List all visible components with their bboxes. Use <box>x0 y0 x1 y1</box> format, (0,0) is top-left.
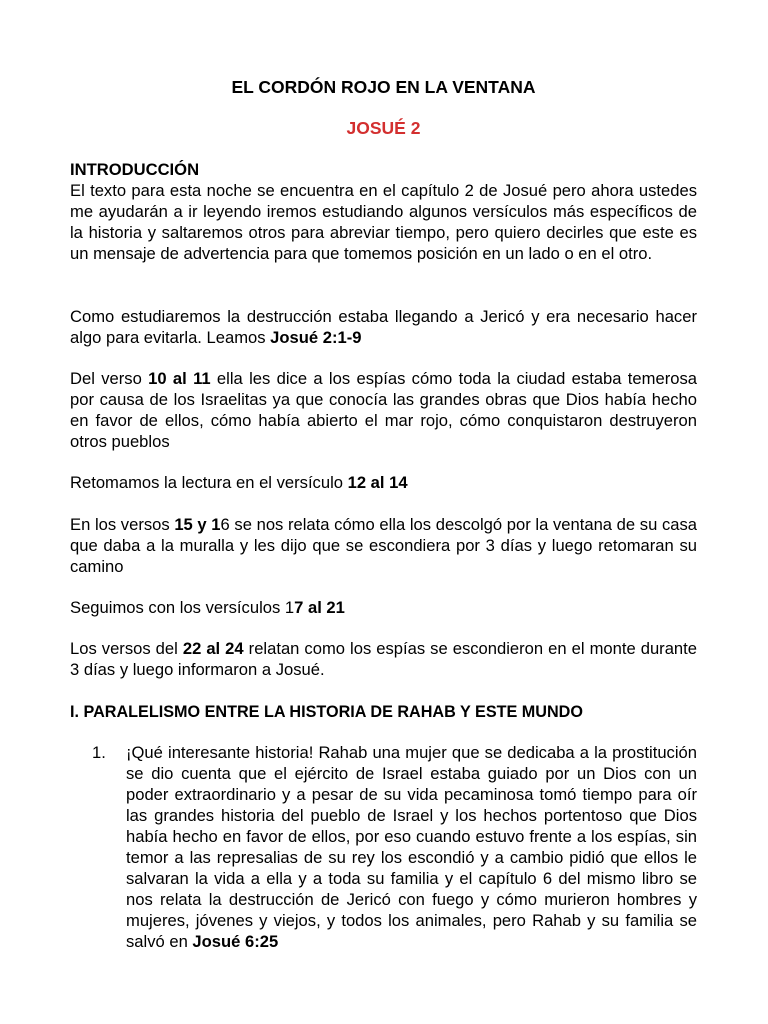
document-title: EL CORDÓN ROJO EN LA VENTANA <box>231 77 536 97</box>
paragraph-text: En los versos <box>70 515 175 534</box>
paragraph-text: ella les dice a los espías cómo toda la ciudad estaba temerosa por causa de los Israelitas ya que conocía las grandes obras que Dios había hecho en favor de ellos, cómo había abierto el mar rojo, cómo conquistaron destruyeron otros pueblos <box>70 369 697 451</box>
list-item-number: 1. <box>92 743 106 762</box>
intro-heading: INTRODUCCIÓN <box>70 160 200 179</box>
paragraph-text: relatan como los espías se escondieron en el monte durante 3 días y luego informaron a Josué. <box>70 639 697 679</box>
verse-reference: 7 al 21 <box>294 598 345 617</box>
paragraph-verses-22-24 <box>70 638 697 680</box>
paragraph-verses-15-16 <box>70 514 697 577</box>
paragraph-verses-17-21 <box>70 597 697 618</box>
document-subtitle: JOSUÉ 2 <box>346 118 421 138</box>
paragraph-text: Como estudiaremos la destrucción estaba llegando a Jericó y era necesario hacer algo para evitarla. Leamos <box>70 307 697 347</box>
verse-reference: 22 al 24 <box>182 639 244 658</box>
paragraph-text: Los versos del <box>70 639 183 658</box>
scripture-reference: Josué 6:25 <box>192 932 279 951</box>
verse-reference: 15 y 1 <box>174 515 221 534</box>
paragraph-text: ¡Qué interesante historia! Rahab una mujer que se dedicaba a la prostitución se dio cuenta que el ejército de Israel estaba guiado por un Dios con un poder extraordinario y a pesar de su vida pecaminosa tomó tiempo para oír las grandes historia del pueblo de Israel y los hechos portentoso que Dios había hecho en favor de ellos, por eso cuando estuvo frente a los espías, sin temor a las represalias de su rey los escondió y a cambio pidió que ellos le salvaran la vida a ella y a toda su familia y el capítulo 6 del mismo libro se nos relata la destrucción de Jericó con fuego y cómo murieron hombres y mujeres, jóvenes y viejos, y todos los animales, pero Rahab y su familia se salvó en <box>126 743 697 951</box>
verse-reference: 12 al 14 <box>347 473 408 492</box>
paragraph-text: 6 se nos relata cómo ella los descolgó por la ventana de su casa que daba a la muralla y les dijo que se escondiera por 3 días y luego retomaran su camino <box>70 515 697 576</box>
section-heading: I. PARALELISMO ENTRE LA HISTORIA DE RAHAB Y ESTE MUNDO <box>70 703 583 721</box>
paragraph-verses-10-11 <box>70 368 697 452</box>
intro-section <box>70 159 697 264</box>
paragraph-verses-12-14 <box>70 472 697 493</box>
paragraph-destruction <box>70 306 697 348</box>
list-item-text <box>126 742 697 952</box>
paragraph-text: Seguimos con los versículos 1 <box>70 598 295 617</box>
intro-paragraph: El texto para esta noche se encuentra en el capítulo 2 de Josué pero ahora ustedes me ayudarán a ir leyendo iremos estudiando algunos versículos más específicos de la historia y saltaremos otros para abreviar tiempo, pero quiero decirles que este es un mensaje de advertencia para que tomemos posición en un lado o en el otro. <box>70 181 697 263</box>
scripture-reference: Josué 2:1-9 <box>270 328 362 347</box>
paragraph-text: Retomamos la lectura en el versículo <box>70 473 348 492</box>
verse-reference: 10 al 11 <box>148 369 211 388</box>
paragraph-text: Del verso <box>70 369 149 388</box>
